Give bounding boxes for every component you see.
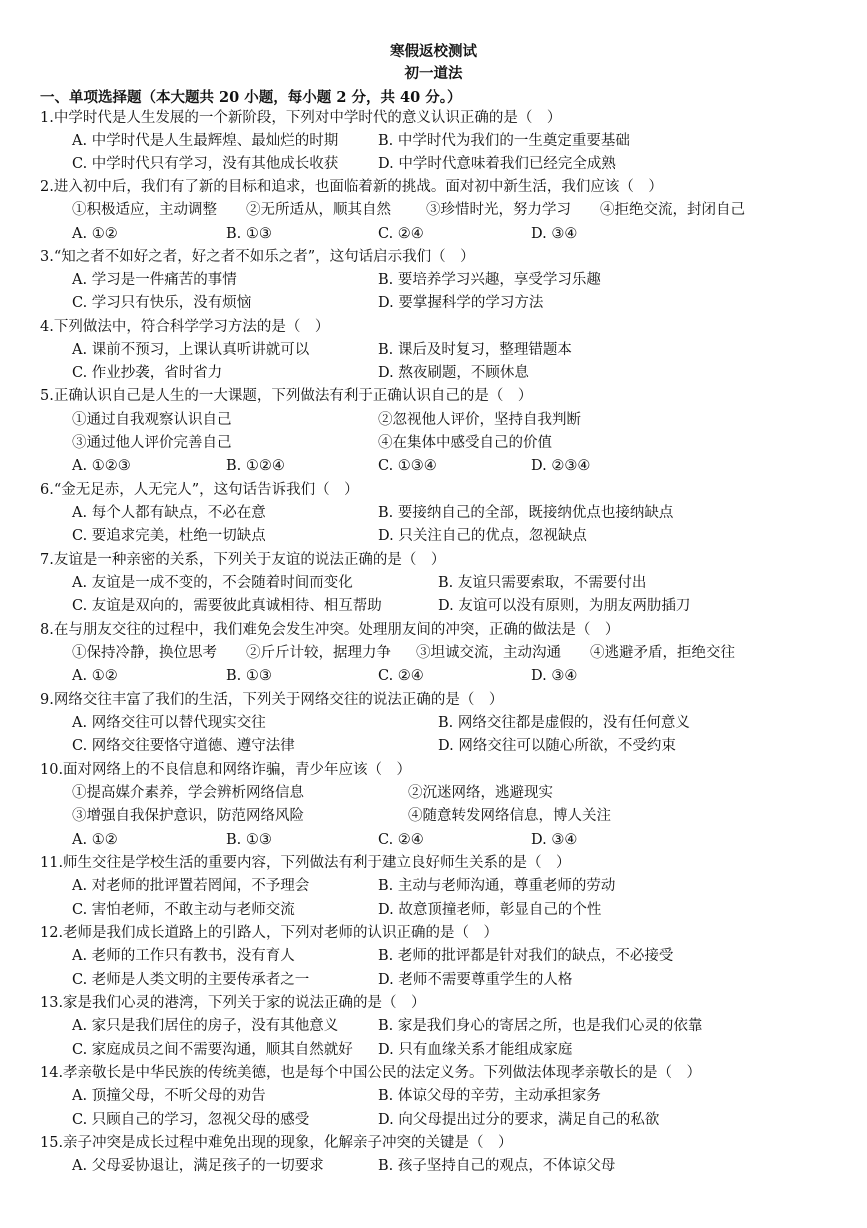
question-2-option-c: C. ②④ [378, 226, 424, 242]
question-5-item-2: ②忽视他人评价，坚持自我判断 [378, 412, 581, 428]
question-8-item-3: ③坦诚交流，主动沟通 [416, 645, 561, 661]
question-5-option-a: A. ①②③ [72, 458, 131, 474]
question-2-item-4: ④拒绝交流，封闭自己 [600, 202, 745, 218]
question-11-option-a: A. 对老师的批评置若罔闻，不予理会 [72, 878, 310, 894]
question-15-option-b: B. 孩子坚持自己的观点，不体谅父母 [378, 1158, 616, 1174]
question-2-stem: 2.进入初中后，我们有了新的目标和追求，也面临着新的挑战。面对初中新生活，我们应该（ ） [40, 179, 663, 195]
question-4-option-a: A. 课前不预习，上课认真听讲就可以 [72, 342, 310, 358]
question-5-option-b: B. ①②④ [226, 458, 285, 474]
question-1-option-d: D. 中学时代意味着我们已经完全成熟 [378, 156, 616, 172]
question-12-option-b: B. 老师的批评都是针对我们的缺点，不必接受 [378, 948, 674, 964]
question-12-stem: 12.老师是我们成长道路上的引路人，下列对老师的认识正确的是（ ） [40, 925, 499, 941]
question-6-stem: 6.“金无足赤，人无完人”，这句话告诉我们（ ） [40, 482, 359, 498]
question-4-option-c: C. 作业抄袭，省时省力 [72, 365, 223, 381]
question-7-option-b: B. 友谊只需要索取，不需要付出 [438, 575, 647, 591]
question-13-option-b: B. 家是我们身心的寄居之所，也是我们心灵的依靠 [378, 1018, 703, 1034]
question-10-stem: 10.面对网络上的不良信息和网络诈骗，青少年应该（ ） [40, 762, 412, 778]
question-13-option-c: C. 家庭成员之间不需要沟通，顺其自然就好 [72, 1042, 353, 1058]
question-8-option-d: D. ③④ [531, 668, 578, 684]
question-4-stem: 4.下列做法中，符合科学学习方法的是（ ） [40, 319, 330, 335]
question-4-option-b: B. 课后及时复习，整理错题本 [378, 342, 572, 358]
question-2-item-2: ②无所适从，顺其自然 [246, 202, 391, 218]
question-11-option-d: D. 故意顶撞老师，彰显自己的个性 [378, 902, 602, 918]
question-11-option-c: C. 害怕老师，不敢主动与老师交流 [72, 902, 295, 918]
question-8-item-1: ①保持冷静，换位思考 [72, 645, 217, 661]
exam-title: 寒假返校测试 [390, 43, 477, 60]
question-6-option-d: D. 只关注自己的优点，忽视缺点 [378, 528, 587, 544]
question-9-option-a: A. 网络交往可以替代现实交往 [72, 715, 266, 731]
question-1-option-c: C. 中学时代只有学习，没有其他成长收获 [72, 156, 339, 172]
question-8-item-2: ②斤斤计较，据理力争 [246, 645, 391, 661]
question-3-option-d: D. 要掌握科学的学习方法 [378, 295, 544, 311]
question-2-option-a: A. ①② [72, 226, 118, 242]
question-10-item-4: ④随意转发网络信息，博人关注 [408, 808, 611, 824]
question-12-option-c: C. 老师是人类文明的主要传承者之一 [72, 972, 310, 988]
question-14-option-c: C. 只顾自己的学习，忽视父母的感受 [72, 1112, 310, 1128]
question-9-option-d: D. 网络交往可以随心所欲，不受约束 [438, 738, 676, 754]
question-11-stem: 11.师生交往是学校生活的重要内容，下列做法有利于建立良好师生关系的是（ ） [40, 855, 571, 871]
question-10-option-a: A. ①② [72, 832, 118, 848]
question-10-item-3: ③增强自我保护意识，防范网络风险 [72, 808, 304, 824]
question-8-item-4: ④逃避矛盾，拒绝交往 [590, 645, 735, 661]
question-10-item-1: ①提高媒介素养，学会辨析网络信息 [72, 785, 304, 801]
question-13-option-a: A. 家只是我们居住的房子，没有其他意义 [72, 1018, 339, 1034]
question-10-option-c: C. ②④ [378, 832, 424, 848]
question-1-option-b: B. 中学时代为我们的一生奠定重要基础 [378, 133, 630, 149]
question-3-option-c: C. 学习只有快乐，没有烦恼 [72, 295, 252, 311]
question-7-option-c: C. 友谊是双向的，需要彼此真诚相待、相互帮助 [72, 598, 382, 614]
question-8-option-c: C. ②④ [378, 668, 424, 684]
question-1-option-a: A. 中学时代是人生最辉煌、最灿烂的时期 [72, 133, 339, 149]
question-12-option-a: A. 老师的工作只有教书，没有育人 [72, 948, 295, 964]
question-7-option-a: A. 友谊是一成不变的，不会随着时间而变化 [72, 575, 353, 591]
question-8-option-a: A. ①② [72, 668, 118, 684]
question-13-stem: 13.家是我们心灵的港湾，下列关于家的说法正确的是（ ） [40, 995, 426, 1011]
question-9-option-b: B. 网络交往都是虚假的，没有任何意义 [438, 715, 690, 731]
question-3-option-b: B. 要培养学习兴趣，享受学习乐趣 [378, 272, 601, 288]
question-2-option-d: D. ③④ [531, 226, 578, 242]
question-6-option-c: C. 要追求完美，杜绝一切缺点 [72, 528, 266, 544]
question-2-option-b: B. ①③ [226, 226, 272, 242]
question-14-option-b: B. 体谅父母的辛劳，主动承担家务 [378, 1088, 601, 1104]
question-8-option-b: B. ①③ [226, 668, 272, 684]
question-13-option-d: D. 只有血缘关系才能组成家庭 [378, 1042, 573, 1058]
section-heading: 一、单项选择题（本大题共 20 小题，每小题 2 分，共 40 分。） [40, 89, 462, 106]
question-5-item-4: ④在集体中感受自己的价值 [378, 435, 552, 451]
question-6-option-a: A. 每个人都有缺点，不必在意 [72, 505, 266, 521]
question-7-option-d: D. 友谊可以没有原则，为朋友两肋插刀 [438, 598, 691, 614]
question-7-stem: 7.友谊是一种亲密的关系，下列关于友谊的说法正确的是（ ） [40, 552, 446, 568]
question-9-stem: 9.网络交往丰富了我们的生活，下列关于网络交往的说法正确的是（ ） [40, 692, 504, 708]
question-11-option-b: B. 主动与老师沟通，尊重老师的劳动 [378, 878, 616, 894]
question-14-option-a: A. 顶撞父母，不听父母的劝告 [72, 1088, 266, 1104]
question-5-item-1: ①通过自我观察认识自己 [72, 412, 232, 428]
question-2-item-1: ①积极适应，主动调整 [72, 202, 217, 218]
question-1-stem: 1.中学时代是人生发展的一个新阶段，下列对中学时代的意义认识正确的是（ ） [40, 110, 562, 126]
question-5-option-c: C. ①③④ [378, 458, 437, 474]
question-9-option-c: C. 网络交往要恪守道德、遵守法律 [72, 738, 295, 754]
question-2-item-3: ③珍惜时光，努力学习 [426, 202, 571, 218]
question-5-stem: 5.正确认识自己是人生的一大课题，下列做法有利于正确认识自己的是（ ） [40, 388, 533, 404]
question-10-option-d: D. ③④ [531, 832, 578, 848]
question-12-option-d: D. 老师不需要尊重学生的人格 [378, 972, 573, 988]
question-14-stem: 14.孝亲敬长是中华民族的传统美德，也是每个中国公民的法定义务。下列做法体现孝亲敬长的是（ ） [40, 1065, 702, 1081]
question-4-option-d: D. 熬夜刷题，不顾休息 [378, 365, 529, 381]
question-14-option-d: D. 向父母提出过分的要求，满足自己的私欲 [378, 1112, 660, 1128]
question-3-stem: 3.“知之者不如好之者，好之者不如乐之者”，这句话启示我们（ ） [40, 249, 475, 265]
question-5-item-3: ③通过他人评价完善自己 [72, 435, 232, 451]
question-10-option-b: B. ①③ [226, 832, 272, 848]
question-15-option-a: A. 父母妥协退让，满足孩子的一切要求 [72, 1158, 324, 1174]
question-3-option-a: A. 学习是一件痛苦的事情 [72, 272, 237, 288]
exam-subtitle: 初一道法 [404, 65, 463, 82]
question-15-stem: 15.亲子冲突是成长过程中难免出现的现象，化解亲子冲突的关键是（ ） [40, 1135, 513, 1151]
question-10-item-2: ②沉迷网络，逃避现实 [408, 785, 553, 801]
question-8-stem: 8.在与朋友交往的过程中，我们难免会发生冲突。处理朋友间的冲突，正确的做法是（ ） [40, 622, 620, 638]
question-6-option-b: B. 要接纳自己的全部，既接纳优点也接纳缺点 [378, 505, 674, 521]
question-5-option-d: D. ②③④ [531, 458, 591, 474]
